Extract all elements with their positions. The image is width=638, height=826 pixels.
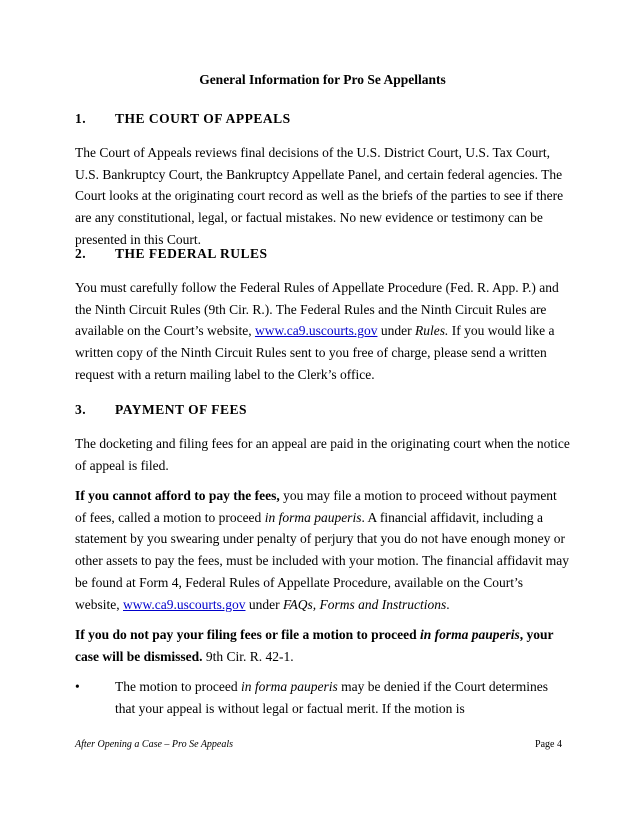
page-title: General Information for Pro Se Appellants <box>199 72 446 87</box>
bullet-ifp-italic: in forma pauperis <box>240 679 338 694</box>
section-2-text-a: You must carefully follow the Federal Rules of Appellate Procedure (Fed. R. App. P.) and the Ninth Circuit Rules (9th Cir. R.). The Federal Rules and the Ninth Circuit Rules are available on the Court’s website, <box>75 280 559 339</box>
section-1-paragraph: The Court of Appeals reviews final decisions of the U.S. District Court, U.S. Tax Court, U.S. Bankruptcy Court, the Bankruptcy Appellate Panel, and certain federal agencies. The Court looks at the originating court record as well as the briefs of the parties to see if there are any constitutional, legal, or factual mistakes. No new evidence or testimony can be presented in this Court. <box>75 145 564 247</box>
section-3-paragraph-3 <box>75 624 570 667</box>
dismissal-bold-a: If you do not pay your filing fees or file a motion to proceed <box>75 627 420 642</box>
bullet-icon: • <box>75 679 80 694</box>
fees-afford-bold: If you cannot afford to pay the fees, <box>75 488 280 503</box>
court-website-link-2[interactable]: www.ca9.uscourts.gov <box>123 596 246 612</box>
section-3-heading <box>75 402 247 418</box>
bullet-text <box>115 676 570 719</box>
section-1-heading <box>75 111 291 127</box>
section-1-number: 1. <box>75 111 87 126</box>
footer-left: After Opening a Case – Pro Se Appeals <box>75 739 234 750</box>
bullet-text-a: The motion to proceed <box>115 679 241 694</box>
court-website-link[interactable]: www.ca9.uscourts.gov <box>254 323 378 339</box>
page-number: Page 4 <box>535 739 562 750</box>
section-2-title: THE FEDERAL RULES <box>115 246 268 261</box>
section-2-text-b: under <box>377 323 415 339</box>
section-3-paragraph-1: The docketing and filing fees for an appeal are paid in the originating court when the notice of appeal is filed. <box>75 436 570 473</box>
fees-text-c: under <box>245 596 283 612</box>
section-2-text-c: If you would like a written copy of the Ninth Circuit Rules sent to you free of charge, please send a written request with a return mailing label to the Clerk’s office. <box>75 323 555 382</box>
section-2-number: 2. <box>75 246 87 261</box>
bullet-text-b: may be denied if the Court determines that your appeal is without legal or factual merit. If the motion is <box>115 679 549 716</box>
dismissal-rule-ref: 9th Cir. R. 42-1. <box>202 648 294 664</box>
section-3-title: PAYMENT OF FEES <box>115 402 248 417</box>
section-2-rules-italic: Rules. <box>414 323 449 339</box>
section-1-title: THE COURT OF APPEALS <box>115 111 291 126</box>
fees-ifp-italic: in forma pauperis <box>264 509 362 525</box>
section-2-heading <box>75 246 268 262</box>
faq-forms-italic: FAQs, Forms and Instructions <box>282 596 447 612</box>
section-3-number: 3. <box>75 402 87 417</box>
section-3-paragraph-2 <box>75 485 570 615</box>
fees-text-b: . A financial affidavit, including a statement by you swearing under penalty of perjury that you do not have enough money or other assets to pay the fees, must be included with your motion. The financial affidavit may be found at Form 4, Federal Rules of Appellate Procedure, available on the Court’s website, <box>75 509 570 612</box>
page-footer <box>75 739 562 750</box>
dismissal-bold-italic: in forma pauperis <box>420 627 520 642</box>
dismissal-bold-b: , your case will be dismissed. <box>75 627 554 664</box>
section-2-paragraph <box>75 277 570 386</box>
fees-text-a: you may file a motion to proceed without payment of fees, called a motion to proceed <box>75 488 557 525</box>
fees-text-d: . <box>446 596 450 612</box>
